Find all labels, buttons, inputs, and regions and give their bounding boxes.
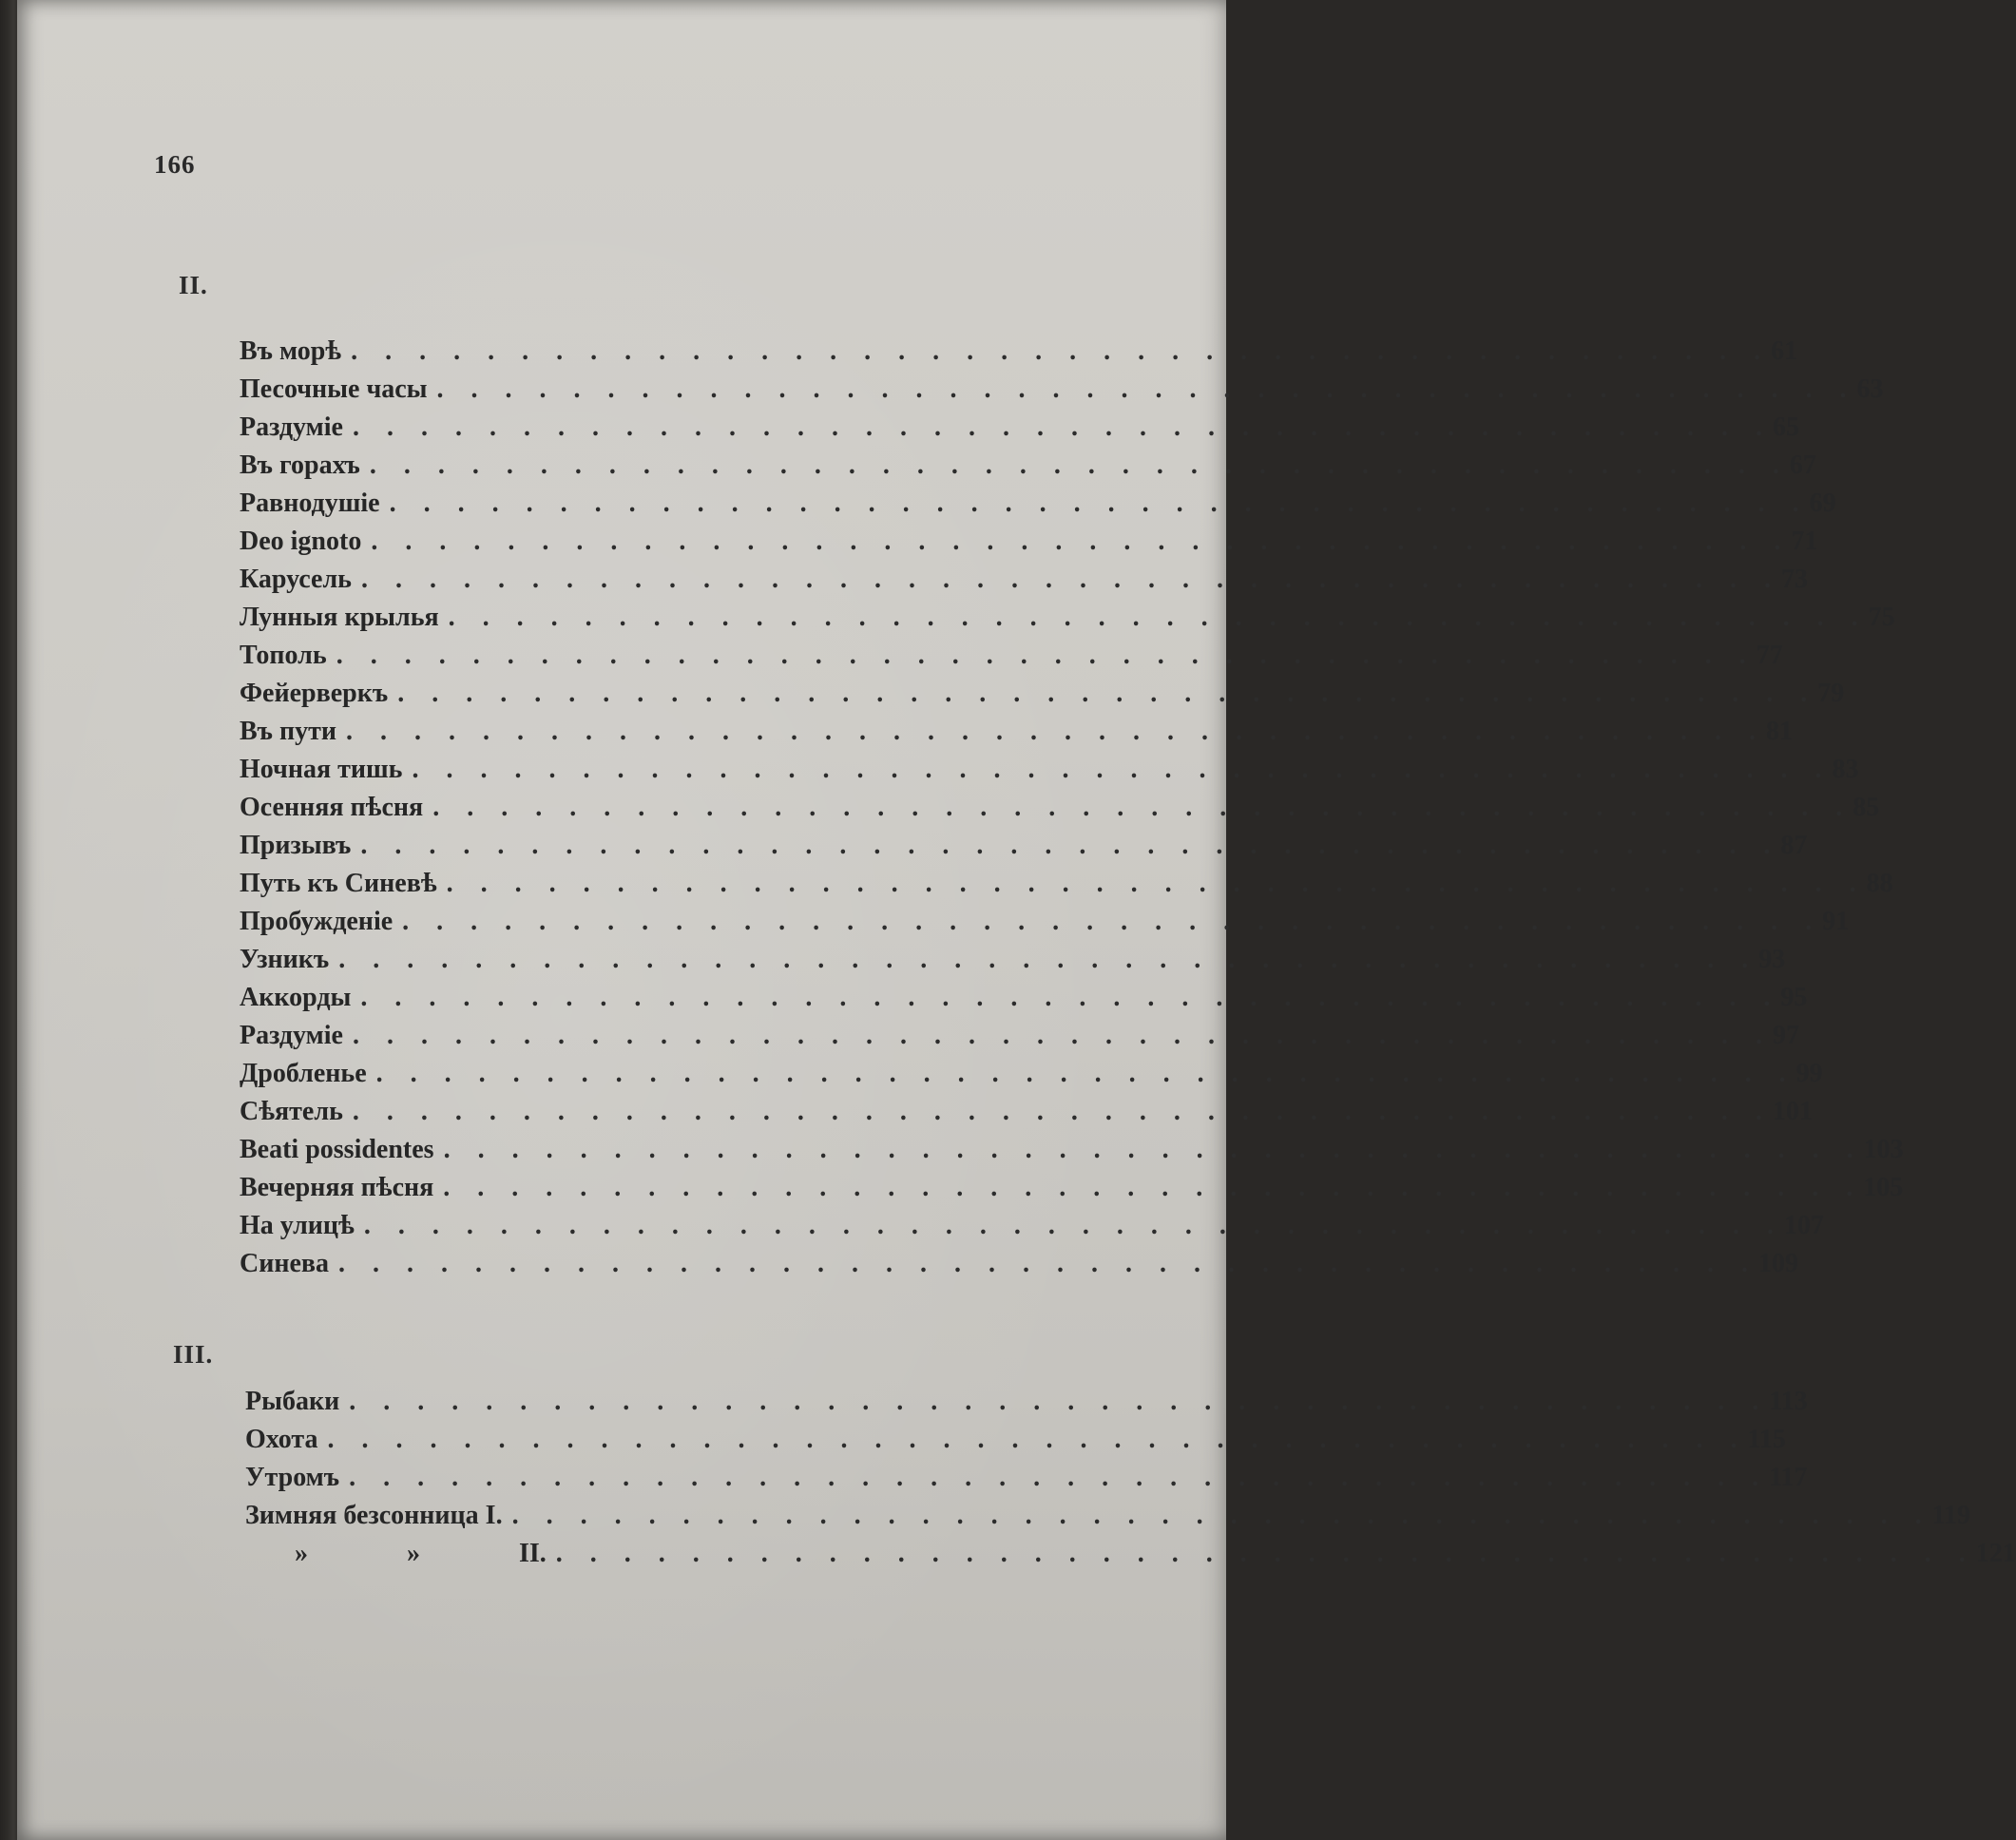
ditto-mark: » [407, 1539, 420, 1568]
dot-leader: . . . . . . . . . . . . . . . . . . . . . . . . . . . . . . . . . . . . . . . . . . [375, 1059, 1796, 1088]
toc-entry-page: 117 [1769, 1463, 1808, 1492]
toc-entry [240, 717, 1794, 755]
toc-entry [245, 1539, 2016, 1577]
toc-entry-page: 73 [1781, 565, 1808, 594]
dot-leader: . . . . . . . . . . . . . . . . . . . . . . . . . . . . . . . . . . . . . . . . . . [369, 450, 1790, 480]
toc-entry [240, 1097, 1813, 1135]
toc-entry-page: 109 [1758, 1249, 1799, 1278]
toc-entry-title [245, 1539, 556, 1569]
toc-entry [245, 1425, 1786, 1463]
ditto-mark: » [295, 1539, 308, 1568]
dot-leader: . . . . . . . . . . . . . . . . . . . . . . . . . . . . . . . . . . . . . . . . . . [448, 603, 1869, 632]
dot-leader: . . . . . . . . . . . . . . . . . . . . . . . . . . . . . . . . . . . . . . . . . . [446, 869, 1867, 898]
toc-entry-page: 99 [1795, 1059, 1823, 1088]
dot-leader: . . . . . . . . . . . . . . . . . . . . . . . . . . . . . . . . . . . . . . . . . . [352, 1021, 1773, 1050]
toc-entry [245, 1387, 1808, 1425]
toc-entry [240, 831, 1808, 869]
dot-leader: . . . . . . . . . . . . . . . . . . . . . . . . . . . . . . . . . . . . . . . . . . [555, 1539, 1976, 1568]
toc-entry-page: 113 [1769, 1387, 1808, 1416]
toc-entry-page: 119 [1931, 1501, 1971, 1530]
toc-entry-title: Призывъ [240, 831, 352, 860]
toc-entry-title: Осенняя пѣсня [240, 793, 424, 822]
toc-entry-title: Фейерверкъ [240, 679, 389, 708]
toc-entry-page: 105 [1863, 1173, 1904, 1202]
toc-entry [240, 603, 1895, 641]
toc-entry [240, 679, 1845, 717]
dot-leader: . . . . . . . . . . . . . . . . . . . . . . . . . . . . . . . . . . . . . . . . . . [360, 983, 1781, 1012]
toc-entry [245, 1501, 1971, 1539]
dot-leader: . . . . . . . . . . . . . . . . . . . . . . . . . . . . . . . . . . . . . . . . . . [346, 717, 1767, 746]
toc-entry-page: 97 [1772, 1021, 1799, 1050]
toc-entry-title: Аккорды [240, 983, 352, 1012]
toc-entry [240, 1021, 1799, 1059]
dot-leader: . . . . . . . . . . . . . . . . . . . . . . . . . . . . . . . . . . . . . . . . . . [338, 1249, 1759, 1278]
toc-entry-title: Охота [245, 1425, 318, 1454]
toc-entry-title: Лунныя крылья [240, 603, 439, 632]
toc-entry-title: Раздуміе [240, 412, 343, 442]
toc-entry [240, 565, 1808, 603]
dot-leader: . . . . . . . . . . . . . . . . . . . . . . . . . . . . . . . . . . . . . . . . . . [432, 793, 1853, 822]
toc-entry-title: Равнодушіе [240, 489, 380, 518]
toc-list [240, 336, 1904, 1287]
toc-entry-page: 103 [1863, 1135, 1904, 1164]
dot-leader: . . . . . . . . . . . . . . . . . . . . . . . . . . . . . . . . . . . . . . . . . . [327, 1425, 1748, 1454]
toc-entry-title: Синева [240, 1249, 330, 1278]
toc-entry-page: 83 [1832, 755, 1859, 784]
toc-entry-title: Тополь [240, 641, 327, 670]
toc-entry-title: Вечерняя пѣсня [240, 1173, 434, 1202]
toc-entry-title: Раздуміе [240, 1021, 343, 1050]
dot-leader: . . . . . . . . . . . . . . . . . . . . . . . . . . . . . . . . . . . . . . . . . . [363, 1211, 1784, 1240]
toc-entry-page: 67 [1789, 450, 1816, 480]
dot-leader: . . . . . . . . . . . . . . . . . . . . . . . . . . . . . . . . . . . . . . . . . . [349, 1387, 1770, 1416]
dot-leader: . . . . . . . . . . . . . . . . . . . . . . . . . . . . . . . . . . . . . . . . . . [389, 489, 1810, 518]
toc-entry-page: 65 [1772, 412, 1799, 442]
toc-entry [240, 489, 1836, 527]
toc-entry-page: 101 [1772, 1097, 1813, 1126]
toc-entry [240, 336, 1798, 374]
toc-entry-title: Узникъ [240, 945, 330, 974]
toc-entry [240, 641, 1783, 679]
toc-list [245, 1387, 2016, 1577]
toc-entry-page: 115 [1747, 1425, 1786, 1454]
dot-leader: . . . . . . . . . . . . . . . . . . . . . . . . . . . . . . . . . . . . . . . . . . [360, 831, 1781, 860]
toc-entry-page: 61 [1771, 336, 1798, 366]
toc-entry-title: Карусель [240, 565, 352, 594]
toc-entry-page: 85 [1853, 793, 1880, 822]
dot-leader: . . . . . . . . . . . . . . . . . . . . . . . . . . . . . . . . . . . . . . . . . . [371, 527, 1792, 556]
dot-leader: . . . . . . . . . . . . . . . . . . . . . . . . . . . . . . . . . . . . . . . . . . [511, 1501, 1932, 1530]
toc-entry [240, 527, 1818, 565]
dot-leader: . . . . . . . . . . . . . . . . . . . . . . . . . . . . . . . . . . . . . . . . . . [412, 755, 1833, 784]
toc-entry-page: 87 [1780, 831, 1808, 860]
toc-entry-page: 95 [1780, 983, 1808, 1012]
toc-entry [240, 1135, 1904, 1173]
toc-entry-title: Deo ignoto [240, 527, 362, 556]
dot-leader: . . . . . . . . . . . . . . . . . . . . . . . . . . . . . . . . . . . . . . . . . . [352, 1097, 1773, 1126]
toc-entry-title: Въ горахъ [240, 450, 360, 480]
dot-leader: . . . . . . . . . . . . . . . . . . . . . . . . . . . . . . . . . . . . . . . . . . [436, 374, 1857, 404]
toc-entry [240, 793, 1880, 831]
toc-entry-title: Сѣятель [240, 1097, 343, 1126]
toc-entry-title: Рыбаки [245, 1387, 340, 1416]
dot-leader: . . . . . . . . . . . . . . . . . . . . . . . . . . . . . . . . . . . . . . . . . . [361, 565, 1781, 594]
toc-entry-page: 79 [1817, 679, 1845, 708]
toc-entry-title: Пробужденіе [240, 907, 394, 936]
toc-entry [240, 1211, 1824, 1249]
book-page [17, 0, 2016, 1840]
toc-entry [240, 1059, 1823, 1097]
dot-leader: . . . . . . . . . . . . . . . . . . . . . . . . . . . . . . . . . . . . . . . . . . [351, 336, 1772, 366]
toc-entry-title: Зимняя безсонница I. [245, 1501, 503, 1530]
toc-entry-page: 121 [1975, 1539, 2016, 1568]
dot-leader: . . . . . . . . . . . . . . . . . . . . . . . . . . . . . . . . . . . . . . . . . . [443, 1135, 1864, 1164]
toc-entry [240, 450, 1816, 489]
toc-entry-title-text: II. [519, 1539, 547, 1568]
toc-entry-page: 107 [1783, 1211, 1824, 1240]
toc-entry [240, 945, 1786, 983]
toc-entry-page: 75 [1868, 603, 1895, 632]
toc-entry [240, 869, 1893, 907]
toc-entry [240, 983, 1808, 1021]
toc-entry-title: Beati possidentes [240, 1135, 434, 1164]
toc-entry [240, 1173, 1904, 1211]
toc-entry-page: 71 [1791, 527, 1818, 556]
toc-entry-title: Путь къ Синевѣ [240, 869, 437, 898]
toc-entry-page: 63 [1856, 374, 1884, 404]
dot-leader: . . . . . . . . . . . . . . . . . . . . . . . . . . . . . . . . . . . . . . . . . . [336, 641, 1757, 670]
page-number: 166 [154, 150, 196, 179]
toc-entry-page: 88 [1866, 869, 1893, 898]
dot-leader: . . . . . . . . . . . . . . . . . . . . . . . . . . . . . . . . . . . . . . . . . . [443, 1173, 1864, 1202]
toc-entry [240, 1249, 1799, 1287]
toc-entry [245, 1463, 1808, 1501]
toc-entry-page: 69 [1809, 489, 1836, 518]
toc-entry-title: Въ морѣ [240, 336, 342, 366]
dot-leader: . . . . . . . . . . . . . . . . . . . . . . . . . . . . . . . . . . . . . . . . . . [397, 679, 1818, 708]
section-heading: II. [179, 271, 208, 299]
toc-entry-page: 91 [1822, 907, 1850, 936]
toc-entry-title: На улицѣ [240, 1211, 355, 1240]
toc-entry-page: 93 [1758, 945, 1786, 974]
toc-entry [240, 907, 1850, 945]
toc-entry [240, 412, 1799, 450]
toc-entry-title: Въ пути [240, 717, 337, 746]
toc-entry [240, 755, 1859, 793]
toc-entry [240, 374, 1884, 412]
toc-entry-title: Утромъ [245, 1463, 340, 1492]
toc-entry-page: 77 [1756, 641, 1783, 670]
dot-leader: . . . . . . . . . . . . . . . . . . . . . . . . . . . . . . . . . . . . . . . . . . [352, 412, 1773, 442]
dot-leader: . . . . . . . . . . . . . . . . . . . . . . . . . . . . . . . . . . . . . . . . . . [338, 945, 1759, 974]
dot-leader: . . . . . . . . . . . . . . . . . . . . . . . . . . . . . . . . . . . . . . . . . . [349, 1463, 1770, 1492]
toc-entry-title: Дробленье [240, 1059, 367, 1088]
dot-leader: . . . . . . . . . . . . . . . . . . . . . . . . . . . . . . . . . . . . . . . . . . [402, 907, 1823, 936]
toc-entry-title: Ночная тишь [240, 755, 403, 784]
toc-entry-title: Песочные часы [240, 374, 428, 404]
section-heading: III. [173, 1340, 214, 1369]
toc-entry-page: 81 [1766, 717, 1794, 746]
